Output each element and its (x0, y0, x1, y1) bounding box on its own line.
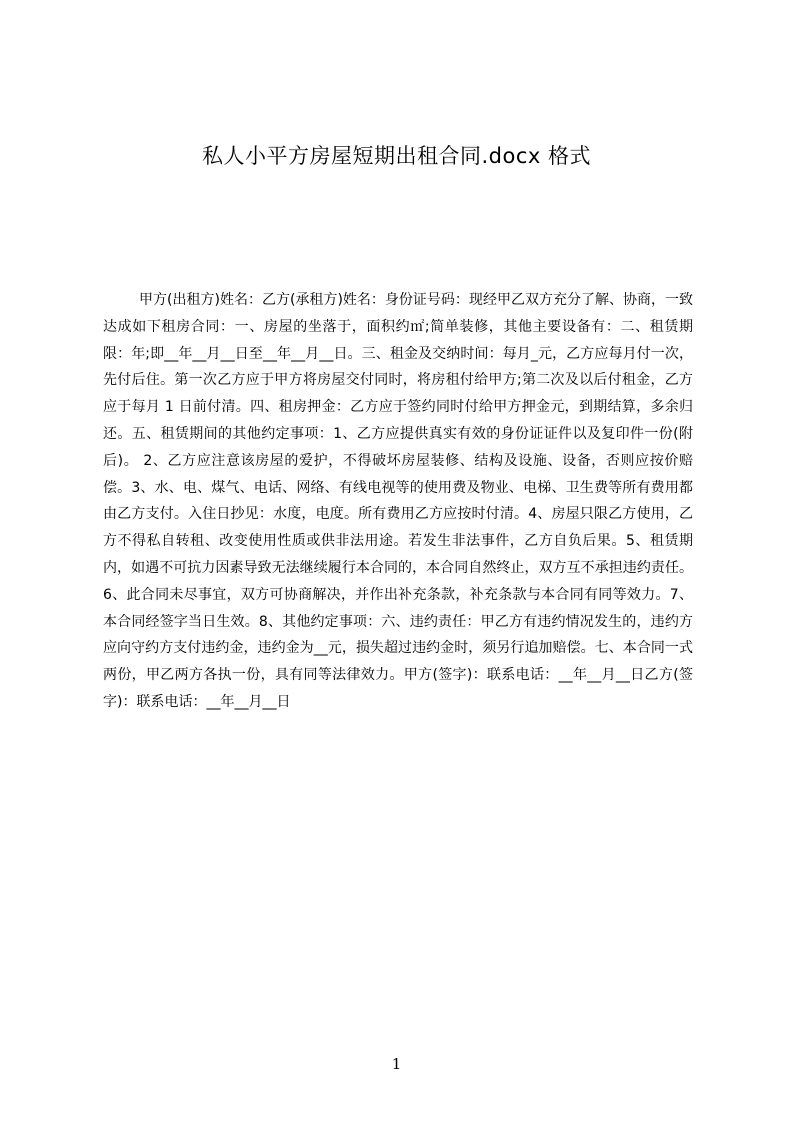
contract-body-paragraph (103, 287, 693, 716)
contract-body-text: 甲方(出租方)姓名：乙方(承租方)姓名：身份证号码：现经甲乙双方充分了解、协商，一致达成如下租房合同：一、房屋的坐落于，面积约㎡;简单装修，其他主要设备有：二、租赁期限：年;即__年__月__日至__年__月__日。三、租金及交纳时间：每月_元，乙方应每月付一次，先付后住。第一次乙方应于甲方将房屋交付同时，将房租付给甲方;第二次及以后付租金，乙方应于每月 1 日前付清。四、租房押金：乙方应于签约同时付给甲方押金元，到期结算，多余归还。五、租赁期间的其他约定事项：1、乙方应提供真实有效的身份证证件以及复印件一份(附后)。 2、乙方应注意该房屋的爱护，不得破坏房屋装修、结构及设施、设备，否则应按价赔偿。3、水、电、煤气、电话、网络、有线电视等的使用费及物业、电梯、卫生费等所有费用都由乙方支付。入住日抄见：水度，电度。所有费用乙方应按时付清。4、房屋只限乙方使用，乙方不得私自转租、改变使用性质或供非法用途。若发生非法事件，乙方自负后果。5、租赁期内，如遇不可抗力因素导致无法继续履行本合同的，本合同自然终止，双方互不承担违约责任。6、此合同未尽事宜，双方可协商解决，并作出补充条款，补充条款与本合同有同等效力。7、本合同经签字当日生效。8、其他约定事项：六、违约责任：甲乙方有违约情况发生的，违约方应向守约方支付违约金，违约金为__元，损失超过违约金时，须另行追加赔偿。七、本合同一式两份，甲乙两方各执一份，具有同等法律效力。甲方(签字)：联系电话：__年__月__日乙方(签字)：联系电话：__年__月__日 (103, 292, 693, 710)
document-title: 私人小平方房屋短期出租合同.docx 格式 (201, 144, 591, 168)
page-number: 1 (391, 1055, 402, 1073)
